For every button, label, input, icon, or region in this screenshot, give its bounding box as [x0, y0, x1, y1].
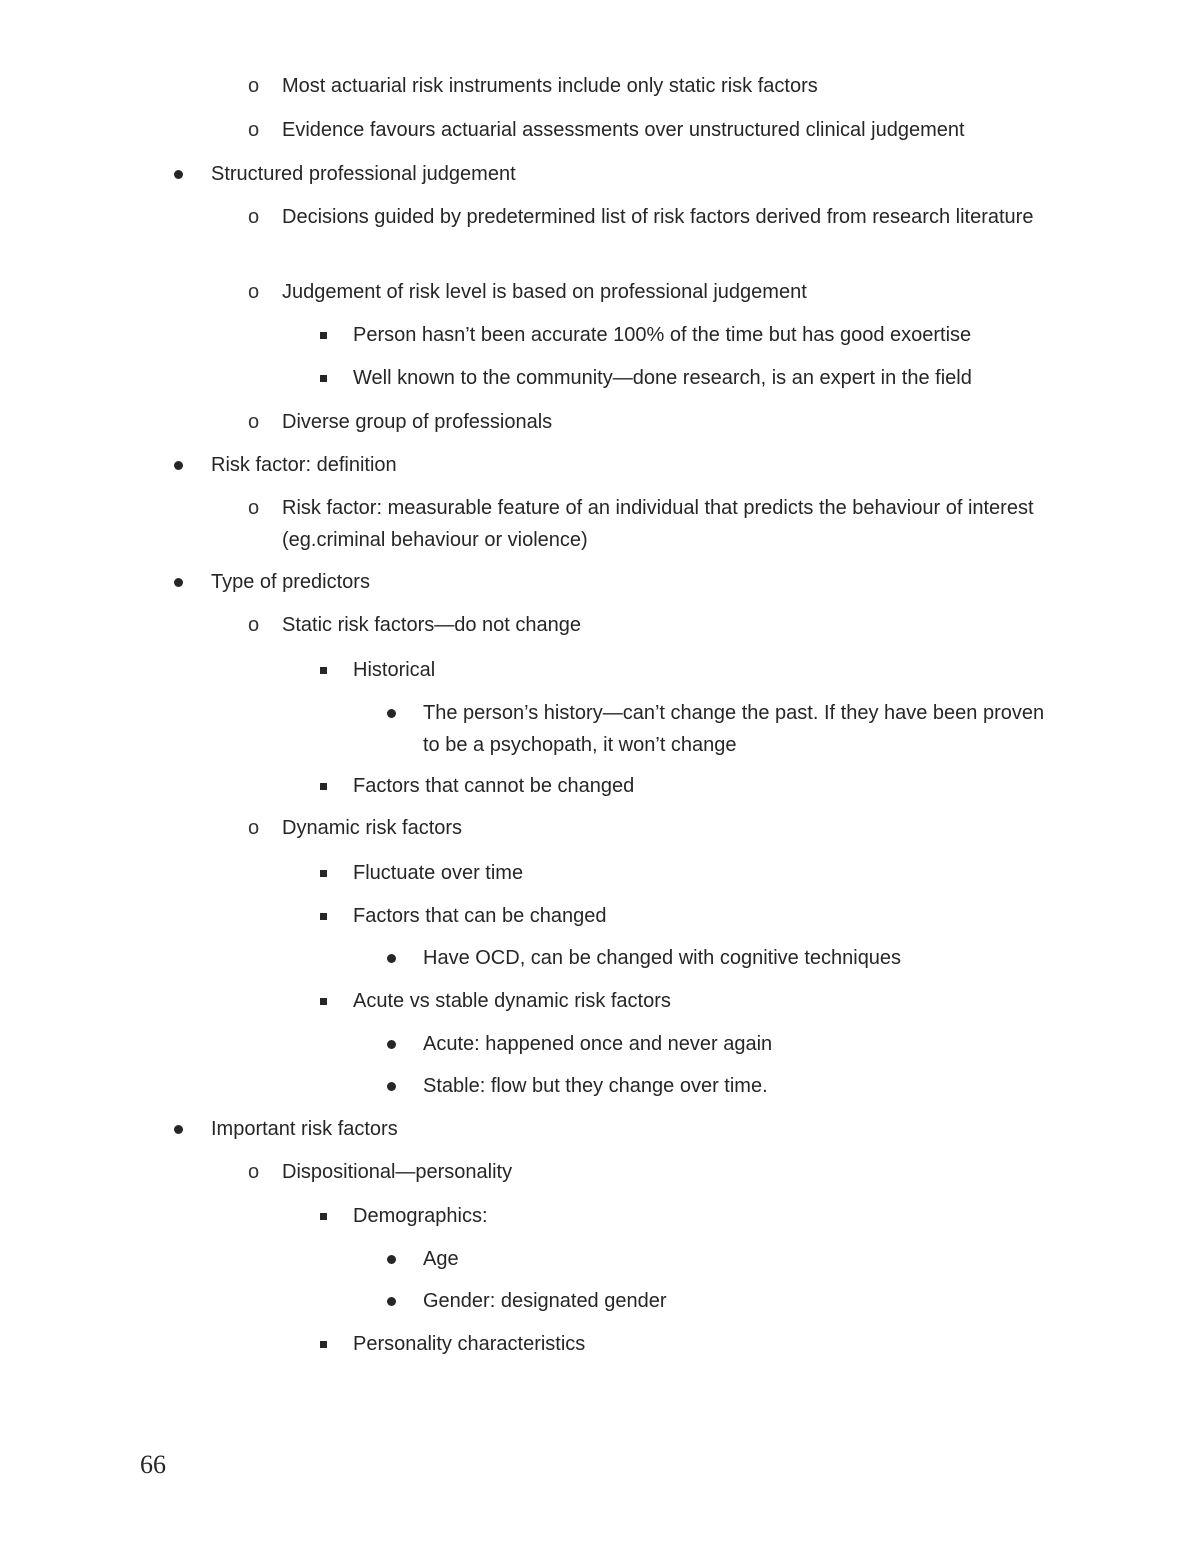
- circle-outline-bullet-icon: o: [248, 411, 260, 433]
- list-item-text: Risk factor: definition: [211, 454, 397, 476]
- circle-outline-bullet-icon: o: [248, 206, 260, 228]
- list-item-text: Historical: [353, 659, 436, 681]
- list-item-text: Stable: flow but they change over time.: [423, 1075, 768, 1097]
- list-item-text: Gender: designated gender: [423, 1290, 667, 1312]
- round-bullet-icon: [387, 1255, 396, 1264]
- list-item-text: Decisions guided by predetermined list of risk factors derived from research literature: [282, 206, 1034, 228]
- round-bullet-icon: [174, 578, 183, 587]
- list-item-text: Demographics:: [353, 1205, 488, 1227]
- list-item-text: Judgement of risk level is based on professional judgement: [282, 281, 807, 303]
- list-item: [211, 1113, 1071, 1145]
- list-item-text: Evidence favours actuarial assessments over unstructured clinical judgement: [282, 119, 965, 141]
- list-item: [248, 492, 1042, 556]
- list-item-text: The person’s history—can’t change the past. If they have been proven to be a psychopath, it won’t change: [423, 702, 1045, 756]
- round-bullet-icon: [387, 954, 396, 963]
- circle-outline-bullet-icon: o: [248, 75, 260, 97]
- list-item-text: Personality characteristics: [353, 1333, 586, 1355]
- circle-outline-bullet-icon: o: [248, 281, 260, 303]
- list-item: [353, 857, 1053, 889]
- round-bullet-icon: [387, 1082, 396, 1091]
- list-item-text: Dispositional—personality: [282, 1161, 513, 1183]
- round-bullet-icon: [387, 1040, 396, 1049]
- list-item-text: Static risk factors—do not change: [282, 614, 582, 636]
- list-item: [248, 201, 1042, 233]
- list-item-text: Well known to the community—done research, is an expert in the field: [353, 367, 972, 389]
- list-item: [423, 1028, 1063, 1060]
- circle-outline-bullet-icon: o: [248, 614, 260, 636]
- list-item-text: Fluctuate over time: [353, 862, 524, 884]
- list-item: [353, 654, 1053, 686]
- list-item: [211, 566, 1071, 598]
- list-item: [423, 1243, 1063, 1275]
- list-item-text: Factors that cannot be changed: [353, 775, 635, 797]
- list-item-text: Age: [423, 1248, 459, 1270]
- square-bullet-icon: [320, 870, 327, 877]
- list-item: [353, 319, 1053, 351]
- round-bullet-icon: [387, 709, 396, 718]
- square-bullet-icon: [320, 913, 327, 920]
- circle-outline-bullet-icon: o: [248, 497, 260, 519]
- list-item: [423, 1285, 1063, 1317]
- list-item: [248, 114, 1042, 146]
- square-bullet-icon: [320, 1341, 327, 1348]
- list-item: [248, 609, 1042, 641]
- list-item-text: Important risk factors: [211, 1118, 398, 1140]
- circle-outline-bullet-icon: o: [248, 1161, 260, 1183]
- round-bullet-icon: [387, 1297, 396, 1306]
- square-bullet-icon: [320, 667, 327, 674]
- list-item: [211, 158, 1071, 190]
- list-item: [248, 70, 1042, 102]
- list-item-text: Person hasn’t been accurate 100% of the time but has good exoertise: [353, 324, 972, 346]
- square-bullet-icon: [320, 783, 327, 790]
- list-item: [248, 276, 1042, 308]
- round-bullet-icon: [174, 170, 183, 179]
- list-item-text: Structured professional judgement: [211, 163, 516, 185]
- list-item: [353, 1200, 1053, 1232]
- list-item-text: Have OCD, can be changed with cognitive techniques: [423, 947, 902, 969]
- list-item: [248, 812, 1042, 844]
- circle-outline-bullet-icon: o: [248, 119, 260, 141]
- list-item: [423, 697, 1063, 761]
- list-item: [211, 449, 1071, 481]
- page-number: 66: [140, 1450, 166, 1479]
- list-item: [353, 770, 1053, 802]
- list-item: [353, 900, 1053, 932]
- list-item: [423, 1070, 1063, 1102]
- round-bullet-icon: [174, 461, 183, 470]
- square-bullet-icon: [320, 375, 327, 382]
- list-item-text: Most actuarial risk instruments include only static risk factors: [282, 75, 818, 97]
- list-item-text: Acute vs stable dynamic risk factors: [353, 990, 671, 1012]
- list-item: [353, 362, 1053, 394]
- square-bullet-icon: [320, 332, 327, 339]
- round-bullet-icon: [174, 1125, 183, 1134]
- list-item-text: Diverse group of professionals: [282, 411, 553, 433]
- list-item: [353, 1328, 1053, 1360]
- list-item-text: Risk factor: measurable feature of an individual that predicts the behaviour of interest (eg.criminal behaviour or violence): [282, 497, 1034, 551]
- list-item-text: Dynamic risk factors: [282, 817, 463, 839]
- list-item-text: Factors that can be changed: [353, 905, 607, 927]
- list-item: [353, 985, 1053, 1017]
- list-item: [423, 942, 1063, 974]
- square-bullet-icon: [320, 1213, 327, 1220]
- list-item: [248, 1156, 1042, 1188]
- square-bullet-icon: [320, 998, 327, 1005]
- list-item-text: Acute: happened once and never again: [423, 1033, 773, 1055]
- list-item: [248, 406, 1042, 438]
- list-item-text: Type of predictors: [211, 571, 370, 593]
- circle-outline-bullet-icon: o: [248, 817, 260, 839]
